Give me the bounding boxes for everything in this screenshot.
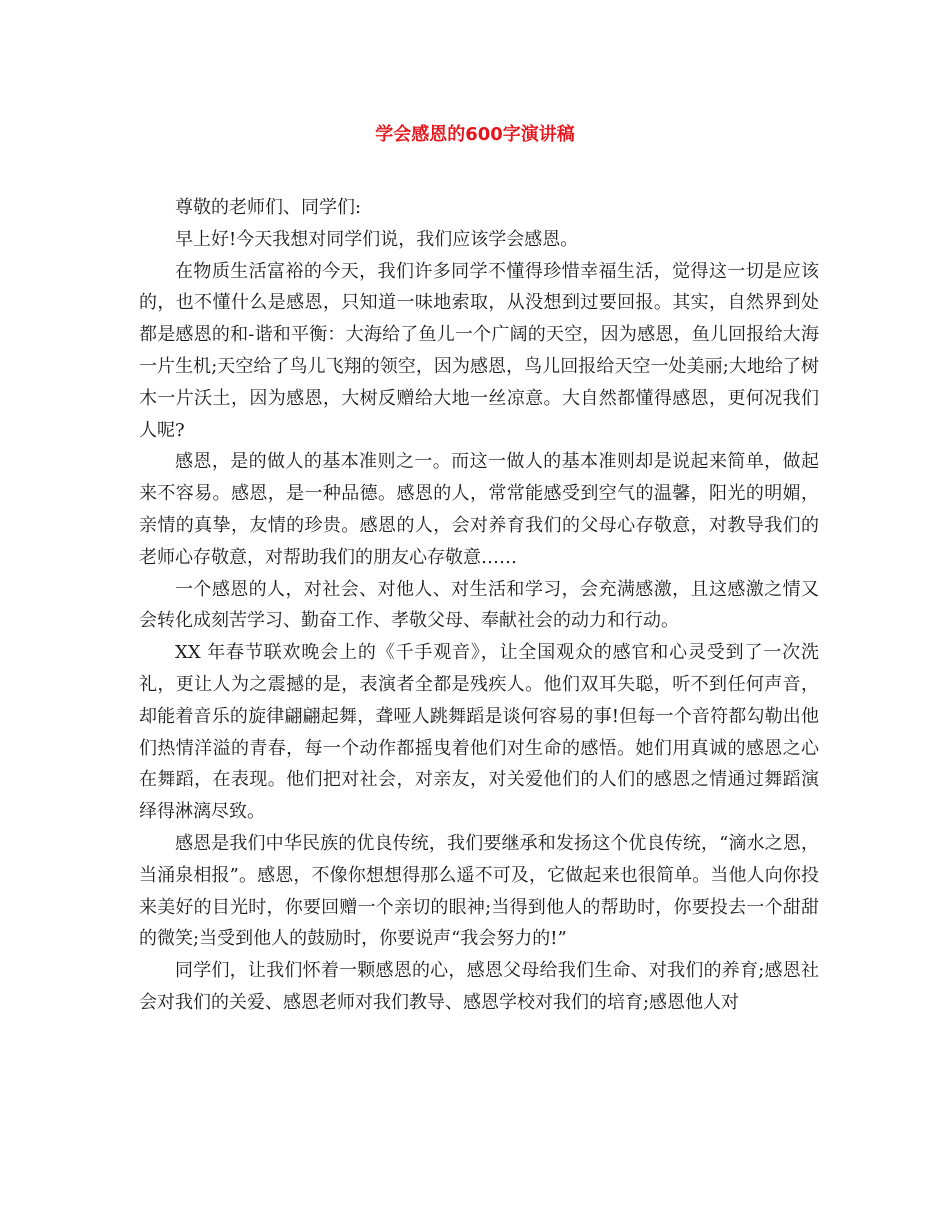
document-body xyxy=(139,192,819,1019)
body-paragraph: XX 年春节联欢晚会上的《千手观音》，让全国观众的感官和心灵受到了一次洗礼，更让人为之震撼的是，表演者全都是残疾人。他们双耳失聪，听不到任何声音，却能着音乐的旋律翩翩起舞，聋哑人跳舞蹈是谈何容易的事!但每一个音符都勾勒出他们热情洋溢的青春，每一个动作都摇曳着他们对生命的感悟。她们用真诚的感恩之心在舞蹈，在表现。他们把对社会，对亲友，对关爱他们的人们的感恩之情通过舞蹈演绎得淋漓尽致。 xyxy=(139,642,819,823)
body-paragraph: 感恩，是的做人的基本准则之一。而这一做人的基本准则却是说起来简单，做起来不容易。感恩，是一种品德。感恩的人，常常能感受到空气的温馨，阳光的明媚，亲情的真挚，友情的珍贵。感恩的人，会对养育我们的父母心存敬意，对教导我们的老师心存敬意，对帮助我们的朋友心存敬意…… xyxy=(139,451,819,568)
page-title: 学会感恩的600字演讲稿 xyxy=(375,124,575,145)
body-paragraph: 一个感恩的人，对社会、对他人、对生活和学习，会充满感激，且这感激之情又会转化成刻苦学习、勤奋工作、孝敬父母、奉献社会的动力和行动。 xyxy=(139,578,819,632)
opening-paragraph: 早上好!今天我想对同学们说，我们应该学会感恩。 xyxy=(175,228,579,250)
body-paragraph: 感恩是我们中华民族的优良传统，我们要继承和发扬这个优良传统，“滴水之恩，当涌泉相报”。感恩，不像你想想得那么遥不可及，它做起来也很简单。当他人向你投来美好的目光时，你要回赠一个亲切的眼神;当得到他人的帮助时，你要投去一个甜甜的微笑;当受到他人的鼓励时，你要说声“我会努力的!” xyxy=(139,832,819,950)
closing-paragraph: 同学们，让我们怀着一颗感恩的心，感恩父母给我们生命、对我们的养育;感恩社会对我们的关爱、感恩老师对我们教导、感恩学校对我们的培育;感恩他人对 xyxy=(139,960,819,1013)
greeting-paragraph: 尊敬的老师们、同学们: xyxy=(175,197,362,218)
body-paragraph: 在物质生活富裕的今天，我们许多同学不懂得珍惜幸福生活，觉得这一切是应该的，也不懂什么是感恩，只知道一味地索取，从没想到过要回报。其实，自然界到处都是感恩的和-谐和平衡：大海给了鱼儿一个广阔的天空，因为感恩，鱼儿回报给大海一片生机;天空给了鸟儿飞翔的领空，因为感恩，鸟儿回报给天空一处美丽;大地给了树木一片沃土，因为感恩，大树反赠给大地一丝凉意。大自然都懂得感恩，更何况我们人呢? xyxy=(139,260,819,441)
